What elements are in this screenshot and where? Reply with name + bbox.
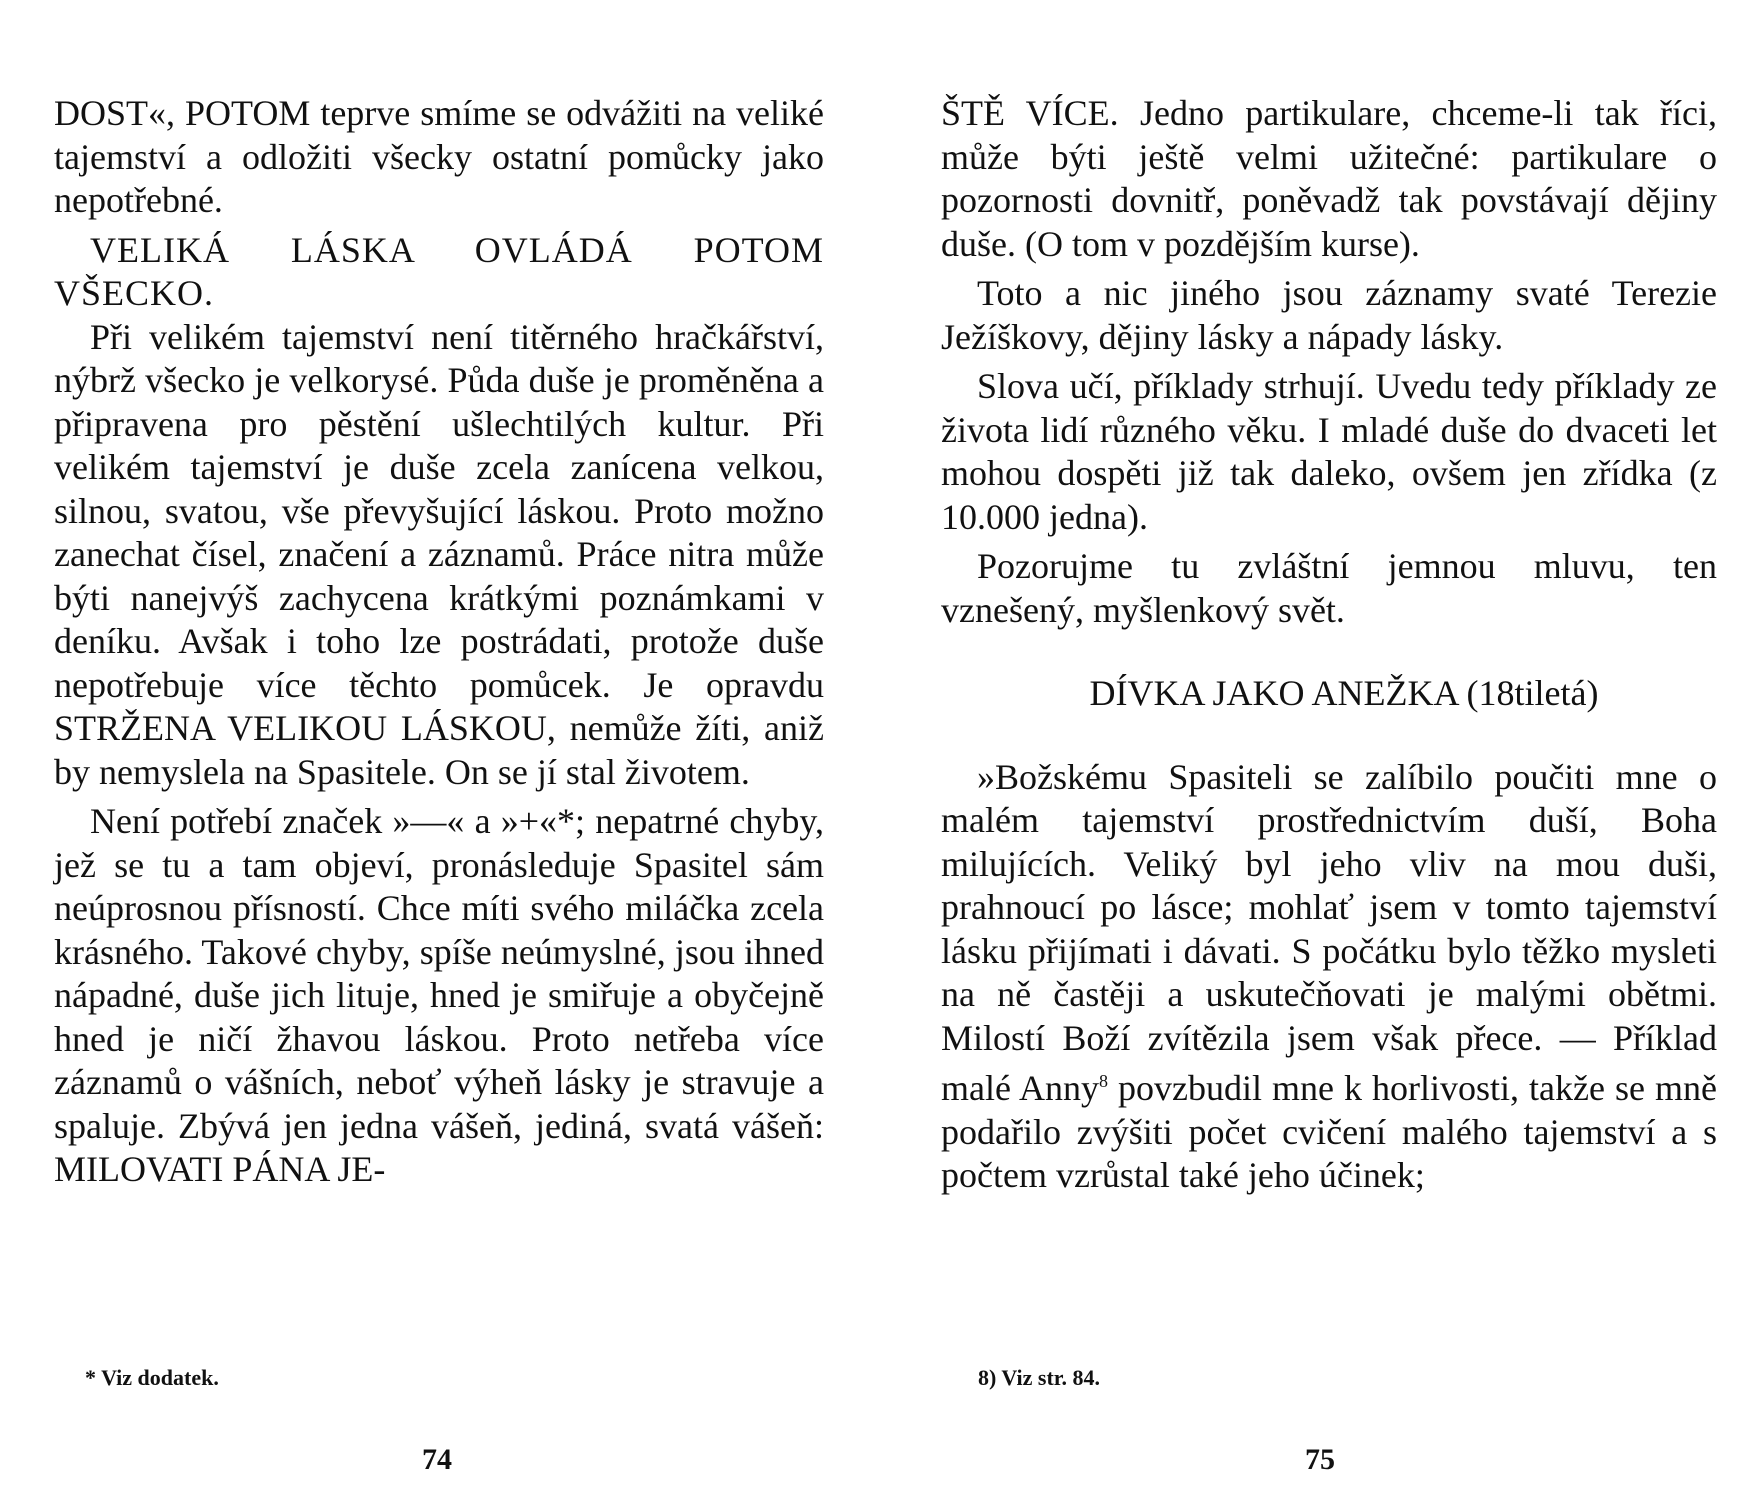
paragraph-4: Pozorujme tu zvláštní jemnou mluvu, ten vznešený, myšlenkový svět. [941,546,1717,630]
section-heading: DÍVKA JAKO ANEŽKA (18tiletá) [1089,673,1599,713]
quote-text: »Božskému Spasiteli se zalíbilo poučiti mne o malém tajemství prostřednictvím duší, Boha milujících. Veliký byl jeho vliv na mou duši, prahnoucí po lásce; mohlať jsem v tomto tajemství lásku přijímati i dávati. S počátku bylo těžko mysleti na ně častěji a uskutečňovati je malými obětmi. Milostí Boží zvítězila jsem však přece. — Příklad malé Anny [941,756,1717,1108]
footnote-marker: 8 [1099,1071,1108,1091]
footnote: * Viz dodatek. [85,1365,219,1390]
page-number: 74 [422,1443,452,1476]
paragraph-3: Slova učí, příklady strhují. Uvedu tedy příklady ze života lidí různého věku. I mladé duše do dvaceti let mohou dospěti již tak daleko, ovšem jen zřídka (z 10.000 jedna). [941,366,1717,537]
quote-text-end: povzbudil mne k horlivosti, takže se mně podařilo zvýšiti počet cvičení malého tajemství a s počtem vzrůstal také jeho účinek; [941,1068,1717,1195]
paragraph-1: DOST«, POTOM teprve smíme se odvážiti na veliké tajemství a odložiti všecky ostatní pomůcky jako nepotřebné. [54,93,824,220]
right-page-text [941,92,1717,1198]
paragraph-2: Toto a nic jiného jsou záznamy svaté Terezie Ježíškovy, dějiny lásky a nápady lásky. [941,273,1717,357]
paragraph-1: ŠTĚ VÍCE. Jedno partikulare, chceme-li tak říci, může býti ještě velmi užitečné: partikulare o pozornosti dovnitř, poněvadž tak povstávají dějiny duše. (O tom v pozdějším kurse). [941,93,1717,264]
paragraph-3: Není potřebí značek »—« a »+«*; nepatrné chyby, jež se tu a tam objeví, pronásleduje Spasitel sám neúprosnou přísností. Chce míti svého miláčka zcela krásného. Takové chyby, spíše neúmyslné, jsou ihned nápadné, duše jich lituje, hned je smiřuje a obyčejně hned je ničí žhavou láskou. Proto netřeba více záznamů o vášních, neboť výheň lásky je stravuje a spaluje. Zbývá jen jedna vášeň, jediná, svatá vášeň: MILOVATI PÁNA JE- [54,801,824,1189]
footnote: 8) Viz str. 84. [978,1365,1101,1390]
right-page [878,0,1756,1500]
paragraph-2: Při velikém tajemství není titěrného hračkářství, nýbrž všecko je velkorysé. Půda duše je proměněna a připravena pro pěstění ušlechtilých kultur. Při velikém tajemství je duše zcela zanícena velkou, silnou, svatou, vše převyšující láskou. Proto možno zanechat čísel, značení a záznamů. Práce nitra může býti nanejvýš zachycena krátkými poznámkami v deníku. Avšak i toho lze postrádati, protože duše nepotřebuje více těchto pomůcek. Je opravdu STRŽENA VELIKOU LÁSKOU, nemůže žíti, aniž by nemyslela na Spasitele. On se jí stal životem. [54,316,824,792]
paragraph-caps-heading: VELIKÁ LÁSKA OVLÁDÁ POTOM VŠECKO. [54,229,824,313]
left-page-text [54,92,824,1192]
page-number: 75 [1305,1443,1335,1476]
quote-paragraph [941,756,1717,1198]
